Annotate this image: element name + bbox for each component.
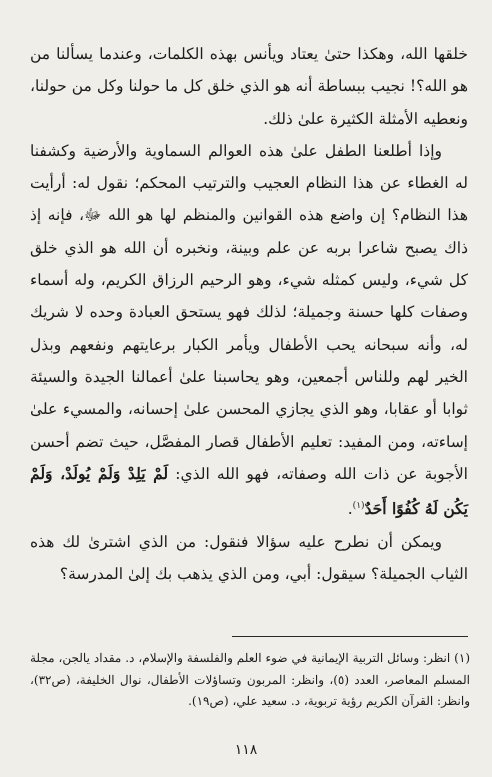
paragraph-1: خلقها الله، وهكذا حتىٰ يعتاد ويأنس بهذه الكلمات، وعندما يسألنا من هو الله؟! نجيب ببساطة أنه هو الذي خلق كل ما حولنا وكل من حولنا، ونعطيه الأمثلة الكثيرة علىٰ ذلك. bbox=[30, 45, 468, 128]
footnote-reference: (١) bbox=[352, 501, 365, 512]
paragraph-3: ويمكن أن نطرح عليه سؤالا فنقول: من الذي اشترىٰ لك هذه الثياب الجميلة؟ سيقول: أبي، ومن الذي يذهب بك إلىٰ المدرسة؟ bbox=[30, 532, 468, 583]
page-number: ١١٨ bbox=[234, 742, 258, 758]
footnote-separator bbox=[232, 636, 468, 637]
main-text bbox=[30, 38, 468, 590]
paragraph-2 bbox=[30, 135, 468, 526]
quran-verse: لَمْ يَلِدْ وَلَمْ يُولَدْ، وَلَمْ يَكُن لَهُ كُفُوًا أَحَدٌ bbox=[30, 463, 468, 519]
footnote bbox=[30, 648, 470, 713]
footnote-text: (١) انظر: وسائل التربية الإيمانية في ضوء العلم والفلسفة والإسلام، د. مقداد يالجن، مجلة المسلم المعاصر، العدد (٥)، وانظر: المربون وتساؤلات الأطفال، نوال الخليفة، (ص٣٢)، وانظر: القرآن الكريم رؤية تربوية، د. سعيد علي، (ص١٩). bbox=[30, 651, 471, 708]
paragraph-2-end: . bbox=[347, 500, 353, 519]
paragraph-2-text: وإذا أطلعنا الطفل علىٰ هذه العوالم السماوية والأرضية وكشفنا له الغطاء عن هذا النظام العجيب والترتيب المحكم؛ نقول له: أرأيت هذا النظام؟ إن واضع هذه القوانين والمنظم لها هو الله ﷻ، فإنه إذ ذاك يصبح شاعرا بربه عن علم وبينة، ونخبره أن الله هو الذي خلق كل شيء، وليس كمثله شيء، وهو الرحيم الرزاق الكريم، وله أسماء وصفات كلها حسنة وجميلة؛ لذلك فهو يستحق العبادة وحده لا شريك له، وأنه سبحانه يحب الأطفال ويأمر الكبار برعايتهم ونفعهم وبذل الخير لهم وللناس أجمعين، وهو يحاسبنا علىٰ أعمالنا الجيدة والسيئة ثوابا أو عقابا، وهو الذي يجازي المحسن علىٰ إحسانه، والمسيء علىٰ إساءته، ومن المفيد: تعليم الأطفال قصار المفصَّل، حيث تضم أحسن الأجوبة عن ذات الله وصفاته، فهو الله الذي: bbox=[30, 141, 468, 483]
